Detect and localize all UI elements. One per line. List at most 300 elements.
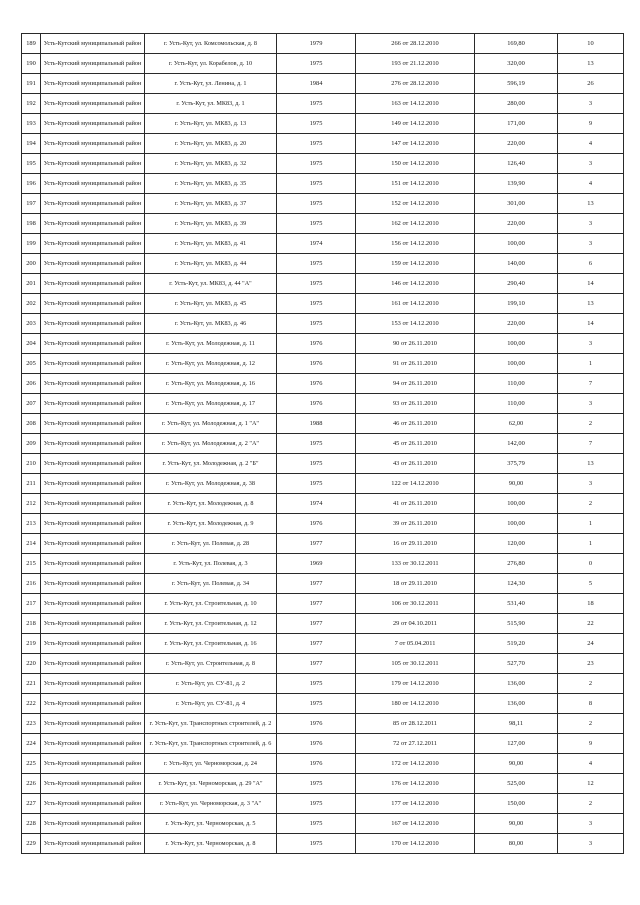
district-cell: Усть-Кутский муниципальный район	[41, 314, 145, 334]
district-cell: Усть-Кутский муниципальный район	[41, 274, 145, 294]
document-cell: 276 от 28.12.2010	[356, 74, 475, 94]
address-cell: г. Усть-Кут, ул. Строительная, д. 10	[145, 594, 277, 614]
count-cell: 1	[558, 514, 624, 534]
row-number: 217	[22, 594, 41, 614]
document-cell: 177 от 14.12.2010	[356, 794, 475, 814]
area-cell: 100,00	[475, 494, 558, 514]
address-cell: г. Усть-Кут, ул. Молодежная, д. 12	[145, 354, 277, 374]
district-cell: Усть-Кутский муниципальный район	[41, 214, 145, 234]
row-number: 207	[22, 394, 41, 414]
year-cell: 1975	[277, 834, 356, 854]
table-row	[22, 54, 624, 74]
district-cell: Усть-Кутский муниципальный район	[41, 114, 145, 134]
row-number: 215	[22, 554, 41, 574]
address-cell: г. Усть-Кут, ул. Молодежная, д. 8	[145, 494, 277, 514]
year-cell: 1977	[277, 654, 356, 674]
count-cell: 3	[558, 334, 624, 354]
district-cell: Усть-Кутский муниципальный район	[41, 434, 145, 454]
area-cell: 519,20	[475, 634, 558, 654]
document-cell: 156 от 14.12.2010	[356, 234, 475, 254]
document-cell: 105 от 30.12.2011	[356, 654, 475, 674]
address-cell: г. Усть-Кут, ул. Молодежная, д. 1 "А"	[145, 414, 277, 434]
district-cell: Усть-Кутский муниципальный район	[41, 574, 145, 594]
count-cell: 1	[558, 534, 624, 554]
table-row	[22, 134, 624, 154]
table-row	[22, 374, 624, 394]
document-cell: 29 от 04.10.2011	[356, 614, 475, 634]
district-cell: Усть-Кутский муниципальный район	[41, 254, 145, 274]
table-row	[22, 274, 624, 294]
table-row	[22, 534, 624, 554]
area-cell: 100,00	[475, 514, 558, 534]
document-cell: 152 от 14.12.2010	[356, 194, 475, 214]
table-row	[22, 554, 624, 574]
row-number: 203	[22, 314, 41, 334]
row-number: 221	[22, 674, 41, 694]
address-cell: г. Усть-Кут, ул. Молодежная, д. 17	[145, 394, 277, 414]
document-cell: 149 от 14.12.2010	[356, 114, 475, 134]
document-cell: 147 от 14.12.2010	[356, 134, 475, 154]
area-cell: 171,00	[475, 114, 558, 134]
district-cell: Усть-Кутский муниципальный район	[41, 614, 145, 634]
year-cell: 1977	[277, 534, 356, 554]
year-cell: 1975	[277, 254, 356, 274]
year-cell: 1975	[277, 214, 356, 234]
table-row	[22, 794, 624, 814]
area-cell: 90,00	[475, 814, 558, 834]
district-cell: Усть-Кутский муниципальный район	[41, 474, 145, 494]
count-cell: 6	[558, 254, 624, 274]
row-number: 208	[22, 414, 41, 434]
year-cell: 1976	[277, 354, 356, 374]
district-cell: Усть-Кутский муниципальный район	[41, 514, 145, 534]
count-cell: 2	[558, 714, 624, 734]
row-number: 218	[22, 614, 41, 634]
year-cell: 1975	[277, 94, 356, 114]
area-cell: 100,00	[475, 234, 558, 254]
area-cell: 280,00	[475, 94, 558, 114]
area-cell: 124,30	[475, 574, 558, 594]
table-body	[22, 34, 624, 854]
year-cell: 1975	[277, 294, 356, 314]
address-cell: г. Усть-Кут, ул. Молодежная, д. 2 "Б"	[145, 454, 277, 474]
district-cell: Усть-Кутский муниципальный район	[41, 634, 145, 654]
table-row	[22, 454, 624, 474]
count-cell: 3	[558, 234, 624, 254]
document-cell: 90 от 26.11.2010	[356, 334, 475, 354]
district-cell: Усть-Кутский муниципальный район	[41, 714, 145, 734]
address-cell: г. Усть-Кут, ул. Черноморская, д. 24	[145, 754, 277, 774]
area-cell: 290,40	[475, 274, 558, 294]
count-cell: 23	[558, 654, 624, 674]
year-cell: 1975	[277, 274, 356, 294]
count-cell: 3	[558, 214, 624, 234]
year-cell: 1975	[277, 814, 356, 834]
count-cell: 2	[558, 794, 624, 814]
district-cell: Усть-Кутский муниципальный район	[41, 154, 145, 174]
count-cell: 12	[558, 774, 624, 794]
count-cell: 5	[558, 574, 624, 594]
table-row	[22, 34, 624, 54]
count-cell: 13	[558, 294, 624, 314]
document-cell: 180 от 14.12.2010	[356, 694, 475, 714]
row-number: 214	[22, 534, 41, 554]
year-cell: 1977	[277, 574, 356, 594]
address-cell: г. Усть-Кут, ул. Ленина, д. 1	[145, 74, 277, 94]
row-number: 223	[22, 714, 41, 734]
row-number: 211	[22, 474, 41, 494]
year-cell: 1976	[277, 754, 356, 774]
count-cell: 8	[558, 694, 624, 714]
row-number: 194	[22, 134, 41, 154]
count-cell: 9	[558, 734, 624, 754]
address-cell: г. Усть-Кут, ул. МК83, д. 45	[145, 294, 277, 314]
district-cell: Усть-Кутский муниципальный район	[41, 34, 145, 54]
row-number: 206	[22, 374, 41, 394]
area-cell: 139,90	[475, 174, 558, 194]
address-cell: г. Усть-Кут, ул. МК83, д. 32	[145, 154, 277, 174]
count-cell: 0	[558, 554, 624, 574]
table-row	[22, 634, 624, 654]
document-cell: 16 от 29.11.2010	[356, 534, 475, 554]
area-cell: 596,19	[475, 74, 558, 94]
district-cell: Усть-Кутский муниципальный район	[41, 774, 145, 794]
address-cell: г. Усть-Кут, ул. Молодежная, д. 16	[145, 374, 277, 394]
year-cell: 1975	[277, 454, 356, 474]
document-cell: 172 от 14.12.2010	[356, 754, 475, 774]
address-cell: г. Усть-Кут, ул. Строительная, д. 8	[145, 654, 277, 674]
year-cell: 1976	[277, 734, 356, 754]
table-row	[22, 394, 624, 414]
document-cell: 161 от 14.12.2010	[356, 294, 475, 314]
address-cell: г. Усть-Кут, ул. Молодежная, д. 11	[145, 334, 277, 354]
table-row	[22, 814, 624, 834]
area-cell: 90,00	[475, 474, 558, 494]
address-cell: г. Усть-Кут, ул. Комсомольская, д. 8	[145, 34, 277, 54]
document-cell: 41 от 26.11.2010	[356, 494, 475, 514]
district-cell: Усть-Кутский муниципальный район	[41, 454, 145, 474]
table-row	[22, 514, 624, 534]
row-number: 192	[22, 94, 41, 114]
address-cell: г. Усть-Кут, ул. МК83, д. 35	[145, 174, 277, 194]
address-cell: г. Усть-Кут, ул. Корабелов, д. 10	[145, 54, 277, 74]
row-number: 205	[22, 354, 41, 374]
table-row	[22, 694, 624, 714]
district-cell: Усть-Кутский муниципальный район	[41, 754, 145, 774]
table-row	[22, 354, 624, 374]
year-cell: 1975	[277, 674, 356, 694]
document-cell: 159 от 14.12.2010	[356, 254, 475, 274]
year-cell: 1975	[277, 694, 356, 714]
year-cell: 1976	[277, 714, 356, 734]
year-cell: 1976	[277, 514, 356, 534]
count-cell: 4	[558, 174, 624, 194]
row-number: 210	[22, 454, 41, 474]
area-cell: 220,00	[475, 134, 558, 154]
row-number: 197	[22, 194, 41, 214]
address-cell: г. Усть-Кут, ул. Транспортных строителей, д. 6	[145, 734, 277, 754]
count-cell: 13	[558, 54, 624, 74]
count-cell: 24	[558, 634, 624, 654]
year-cell: 1975	[277, 434, 356, 454]
year-cell: 1979	[277, 34, 356, 54]
district-cell: Усть-Кутский муниципальный район	[41, 694, 145, 714]
table-row	[22, 474, 624, 494]
row-number: 199	[22, 234, 41, 254]
table-row	[22, 594, 624, 614]
document-cell: 179 от 14.12.2010	[356, 674, 475, 694]
district-cell: Усть-Кутский муниципальный район	[41, 374, 145, 394]
address-cell: г. Усть-Кут, ул. МК83, д. 39	[145, 214, 277, 234]
document-cell: 153 от 14.12.2010	[356, 314, 475, 334]
address-cell: г. Усть-Кут, ул. МК83, д. 13	[145, 114, 277, 134]
year-cell: 1975	[277, 474, 356, 494]
district-cell: Усть-Кутский муниципальный район	[41, 834, 145, 854]
address-cell: г. Усть-Кут, ул. МК83, д. 37	[145, 194, 277, 214]
count-cell: 14	[558, 274, 624, 294]
address-cell: г. Усть-Кут, ул. МК83, д. 46	[145, 314, 277, 334]
address-cell: г. Усть-Кут, ул. Черноморская, д. 8	[145, 834, 277, 854]
table-row	[22, 154, 624, 174]
table-row	[22, 414, 624, 434]
document-cell: 133 от 30.12.2011	[356, 554, 475, 574]
count-cell: 3	[558, 814, 624, 834]
table-row	[22, 294, 624, 314]
row-number: 227	[22, 794, 41, 814]
document-cell: 39 от 26.11.2010	[356, 514, 475, 534]
address-cell: г. Усть-Кут, ул. МК83, д. 1	[145, 94, 277, 114]
address-cell: г. Усть-Кут, ул. Строительная, д. 12	[145, 614, 277, 634]
table-row	[22, 714, 624, 734]
address-cell: г. Усть-Кут, ул. СУ-81, д. 2	[145, 674, 277, 694]
row-number: 224	[22, 734, 41, 754]
address-cell: г. Усть-Кут, ул. Строительная, д. 16	[145, 634, 277, 654]
district-cell: Усть-Кутский муниципальный район	[41, 294, 145, 314]
document-cell: 45 от 26.11.2010	[356, 434, 475, 454]
year-cell: 1975	[277, 774, 356, 794]
area-cell: 525,00	[475, 774, 558, 794]
row-number: 200	[22, 254, 41, 274]
area-cell: 90,00	[475, 754, 558, 774]
district-cell: Усть-Кутский муниципальный район	[41, 74, 145, 94]
year-cell: 1974	[277, 234, 356, 254]
count-cell: 4	[558, 754, 624, 774]
row-number: 196	[22, 174, 41, 194]
document-cell: 94 от 26.11.2010	[356, 374, 475, 394]
year-cell: 1977	[277, 614, 356, 634]
year-cell: 1975	[277, 54, 356, 74]
count-cell: 2	[558, 674, 624, 694]
document-cell: 93 от 26.11.2010	[356, 394, 475, 414]
year-cell: 1975	[277, 134, 356, 154]
year-cell: 1974	[277, 494, 356, 514]
year-cell: 1984	[277, 74, 356, 94]
area-cell: 515,90	[475, 614, 558, 634]
address-cell: г. Усть-Кут, ул. Молодежная, д. 2 "А"	[145, 434, 277, 454]
table-row	[22, 194, 624, 214]
district-cell: Усть-Кутский муниципальный район	[41, 734, 145, 754]
document-cell: 46 от 26.11.2010	[356, 414, 475, 434]
area-cell: 142,00	[475, 434, 558, 454]
row-number: 189	[22, 34, 41, 54]
row-number: 216	[22, 574, 41, 594]
address-cell: г. Усть-Кут, ул. СУ-81, д. 4	[145, 694, 277, 714]
address-cell: г. Усть-Кут, ул. Молодежная, д. 38	[145, 474, 277, 494]
row-number: 191	[22, 74, 41, 94]
address-cell: г. Усть-Кут, ул. МК83, д. 44 "А"	[145, 274, 277, 294]
document-cell: 170 от 14.12.2010	[356, 834, 475, 854]
area-cell: 220,00	[475, 214, 558, 234]
count-cell: 2	[558, 494, 624, 514]
area-cell: 320,00	[475, 54, 558, 74]
area-cell: 150,00	[475, 794, 558, 814]
address-cell: г. Усть-Кут, ул. Полевая, д. 3	[145, 554, 277, 574]
table-row	[22, 494, 624, 514]
area-cell: 527,70	[475, 654, 558, 674]
document-cell: 150 от 14.12.2010	[356, 154, 475, 174]
district-cell: Усть-Кутский муниципальный район	[41, 174, 145, 194]
area-cell: 375,79	[475, 454, 558, 474]
area-cell: 110,00	[475, 394, 558, 414]
document-cell: 18 от 29.11.2010	[356, 574, 475, 594]
count-cell: 14	[558, 314, 624, 334]
count-cell: 3	[558, 394, 624, 414]
row-number: 219	[22, 634, 41, 654]
document-cell: 167 от 14.12.2010	[356, 814, 475, 834]
area-cell: 100,00	[475, 334, 558, 354]
district-cell: Усть-Кутский муниципальный район	[41, 94, 145, 114]
district-cell: Усть-Кутский муниципальный район	[41, 334, 145, 354]
table-row	[22, 754, 624, 774]
table-row	[22, 114, 624, 134]
row-number: 190	[22, 54, 41, 74]
document-cell: 43 от 26.11.2010	[356, 454, 475, 474]
address-cell: г. Усть-Кут, ул. Черноморская, д. 5	[145, 814, 277, 834]
year-cell: 1988	[277, 414, 356, 434]
row-number: 225	[22, 754, 41, 774]
district-cell: Усть-Кутский муниципальный район	[41, 494, 145, 514]
table-row	[22, 334, 624, 354]
count-cell: 2	[558, 414, 624, 434]
address-cell: г. Усть-Кут, ул. Транспортных строителей, д. 2	[145, 714, 277, 734]
district-cell: Усть-Кутский муниципальный район	[41, 594, 145, 614]
count-cell: 22	[558, 614, 624, 634]
area-cell: 301,00	[475, 194, 558, 214]
year-cell: 1975	[277, 794, 356, 814]
document-cell: 146 от 14.12.2010	[356, 274, 475, 294]
district-cell: Усть-Кутский муниципальный район	[41, 794, 145, 814]
table-row	[22, 734, 624, 754]
table-row	[22, 94, 624, 114]
row-number: 204	[22, 334, 41, 354]
district-cell: Усть-Кутский муниципальный район	[41, 394, 145, 414]
year-cell: 1975	[277, 314, 356, 334]
address-cell: г. Усть-Кут, ул. МК83, д. 41	[145, 234, 277, 254]
document-cell: 7 от 05.04.2011	[356, 634, 475, 654]
count-cell: 7	[558, 434, 624, 454]
document-cell: 85 от 28.12.2011	[356, 714, 475, 734]
district-cell: Усть-Кутский муниципальный район	[41, 674, 145, 694]
table-row	[22, 174, 624, 194]
table-row	[22, 574, 624, 594]
area-cell: 199,10	[475, 294, 558, 314]
row-number: 213	[22, 514, 41, 534]
count-cell: 1	[558, 354, 624, 374]
table-row	[22, 254, 624, 274]
address-cell: г. Усть-Кут, ул. МК83, д. 20	[145, 134, 277, 154]
document-page	[21, 33, 623, 854]
address-cell: г. Усть-Кут, ул. Черноморская, д. 3 "А"	[145, 794, 277, 814]
count-cell: 7	[558, 374, 624, 394]
row-number: 226	[22, 774, 41, 794]
document-cell: 72 от 27.12.2011	[356, 734, 475, 754]
year-cell: 1975	[277, 114, 356, 134]
area-cell: 120,00	[475, 534, 558, 554]
count-cell: 13	[558, 194, 624, 214]
district-cell: Усть-Кутский муниципальный район	[41, 134, 145, 154]
document-cell: 151 от 14.12.2010	[356, 174, 475, 194]
area-cell: 169,80	[475, 34, 558, 54]
district-cell: Усть-Кутский муниципальный район	[41, 234, 145, 254]
district-cell: Усть-Кутский муниципальный район	[41, 194, 145, 214]
count-cell: 3	[558, 474, 624, 494]
row-number: 212	[22, 494, 41, 514]
table-row	[22, 234, 624, 254]
table-row	[22, 74, 624, 94]
count-cell: 3	[558, 834, 624, 854]
table-row	[22, 774, 624, 794]
table-row	[22, 314, 624, 334]
count-cell: 18	[558, 594, 624, 614]
document-cell: 266 от 28.12.2010	[356, 34, 475, 54]
year-cell: 1975	[277, 174, 356, 194]
address-cell: г. Усть-Кут, ул. Молодежная, д. 9	[145, 514, 277, 534]
row-number: 201	[22, 274, 41, 294]
area-cell: 98,11	[475, 714, 558, 734]
area-cell: 136,00	[475, 674, 558, 694]
row-number: 198	[22, 214, 41, 234]
table-row	[22, 834, 624, 854]
year-cell: 1975	[277, 154, 356, 174]
table-row	[22, 214, 624, 234]
count-cell: 13	[558, 454, 624, 474]
year-cell: 1976	[277, 374, 356, 394]
year-cell: 1976	[277, 334, 356, 354]
table-row	[22, 654, 624, 674]
district-cell: Усть-Кутский муниципальный район	[41, 554, 145, 574]
document-cell: 91 от 26.11.2010	[356, 354, 475, 374]
count-cell: 4	[558, 134, 624, 154]
address-cell: г. Усть-Кут, ул. Полевая, д. 28	[145, 534, 277, 554]
address-cell: г. Усть-Кут, ул. МК83, д. 44	[145, 254, 277, 274]
count-cell: 3	[558, 154, 624, 174]
area-cell: 531,40	[475, 594, 558, 614]
year-cell: 1969	[277, 554, 356, 574]
document-cell: 193 от 21.12.2010	[356, 54, 475, 74]
document-cell: 163 от 14.12.2010	[356, 94, 475, 114]
housing-register-table	[21, 33, 624, 854]
document-cell: 122 от 14.12.2010	[356, 474, 475, 494]
address-cell: г. Усть-Кут, ул. Полевая, д. 34	[145, 574, 277, 594]
row-number: 220	[22, 654, 41, 674]
district-cell: Усть-Кутский муниципальный район	[41, 534, 145, 554]
document-cell: 176 от 14.12.2010	[356, 774, 475, 794]
area-cell: 276,80	[475, 554, 558, 574]
row-number: 229	[22, 834, 41, 854]
district-cell: Усть-Кутский муниципальный район	[41, 54, 145, 74]
document-cell: 162 от 14.12.2010	[356, 214, 475, 234]
count-cell: 10	[558, 34, 624, 54]
